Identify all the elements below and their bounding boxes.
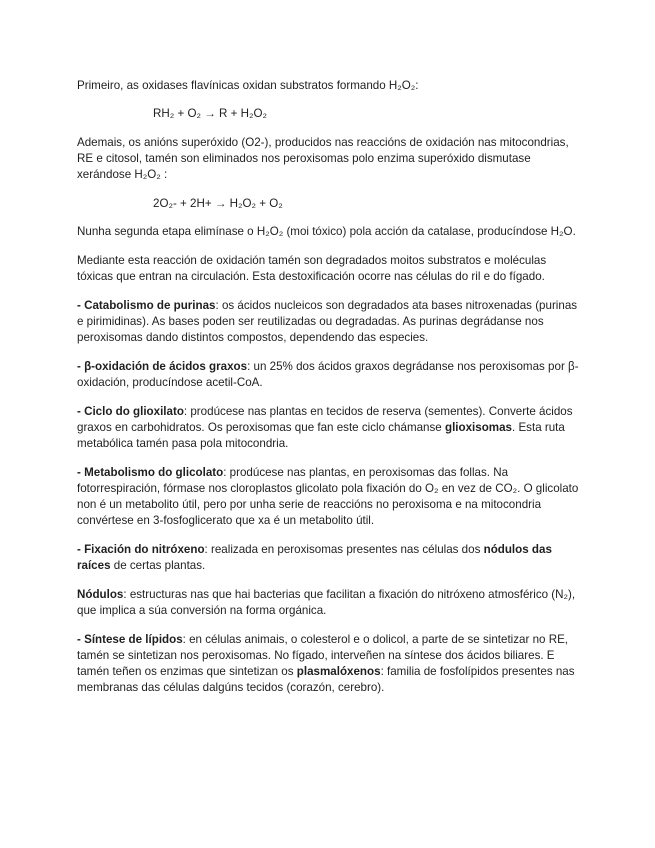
section-nodules	[77, 587, 582, 619]
equation-superoxide: 2O₂- + 2H+ → H₂O₂ + O₂	[153, 197, 283, 210]
section-title: - Síntese de lípidos	[77, 633, 183, 646]
section-text: de certas plantas.	[110, 559, 206, 572]
section-text: : en células animais, o colesterol e o dolicol, a parte de se sintetizar no RE, tamén se sintetizan nos peroxisomas. No fígado, interveñen na síntese dos ácidos biliares. E tamén teñen os enzimas que sintetizan os	[77, 633, 569, 678]
document-page	[77, 78, 582, 709]
section-text: : os ácidos nucleicos son degradados ata bases nitroxenadas (purinas e pirimidinas). As bases poden ser reutilizadas ou degradadas. As purinas degrádanse nos peroxisomas dando distintos compostos, dependendo das especies.	[77, 299, 578, 344]
section-purine-catabolism	[77, 298, 582, 346]
section-text: . Esta ruta metabólica tamén pasa pola mitocondria.	[77, 421, 565, 450]
paragraph-catalase: Nunha segunda etapa elimínase o H₂O₂ (moi tóxico) pola acción da catalase, producíndose H₂O.	[77, 225, 576, 238]
section-text: : un 25% dos ácidos graxos degrádanse nos peroxisomas por β-oxidación, producíndose acetil-CoA.	[77, 360, 579, 389]
section-title: - β-oxidación de ácidos graxos	[77, 360, 248, 373]
section-glycolate-metabolism	[77, 465, 582, 529]
section-title: - Ciclo do glioxilato	[77, 405, 184, 418]
section-text: : estructuras nas que hai bacterias que facilitan a fixación do nitróxeno atmosférico (N₂), que implica a súa conversión na forma orgánica.	[77, 588, 576, 617]
section-nitrogen-fixation	[77, 542, 582, 574]
section-text: : realizada en peroxisomas presentes nas células dos	[204, 543, 484, 556]
emphasis-term: plasmalóxenos	[296, 665, 381, 678]
section-text: : prodúcese nas plantas, en peroxisomas das follas. Na fotorrespiración, fórmase nos cloroplastos glicolato pola fixación do O₂ en vez de CO₂. O glicolato non é un metabolito útil, pero por unha serie de reaccións no peroxisoma e na mitocondria convértese en 3-fosfoglicerato que xa é un metabolito útil.	[77, 466, 579, 527]
section-title: - Metabolismo do glicolato	[77, 466, 224, 479]
section-title: - Fixación do nitróxeno	[77, 543, 205, 556]
section-beta-oxidation	[77, 359, 582, 391]
paragraph-oxidases: Primeiro, as oxidases flavínicas oxidan substratos formando H₂O₂:	[77, 79, 419, 92]
paragraph-detoxification: Mediante esta reacción de oxidación tamén son degradados moitos substratos e moléculas tóxicas que entran na circulación. Esta destoxificación ocorre nas células do ril e do fígado.	[77, 254, 547, 283]
paragraph-superoxide: Ademais, os anións superóxido (O2-), producidos nas reaccións de oxidación nas mitocondrias, RE e citosol, tamén son eliminados nos peroxisomas polo enzima superóxido dismutase xerándose H₂O₂ :	[77, 136, 569, 181]
section-glyoxylate-cycle	[77, 404, 582, 452]
section-text: : familia de fosfolípidos presentes nas membranas das células dalgúns tecidos (corazón, cerebro).	[77, 665, 575, 694]
section-lipid-synthesis	[77, 632, 582, 696]
emphasis-term: nódulos das raíces	[77, 543, 552, 572]
section-text: : prodúcese nas plantas en tecidos de reserva (sementes). Converte ácidos graxos en carbohidratos. Os peroxisomas que fan este ciclo chámanse	[77, 405, 573, 434]
emphasis-term: glioxisomas	[444, 421, 512, 434]
section-title: Nódulos	[77, 588, 124, 601]
equation-oxidation: RH₂ + O₂ → R + H₂O₂	[153, 107, 267, 120]
section-title: - Catabolismo de purinas	[77, 299, 216, 312]
